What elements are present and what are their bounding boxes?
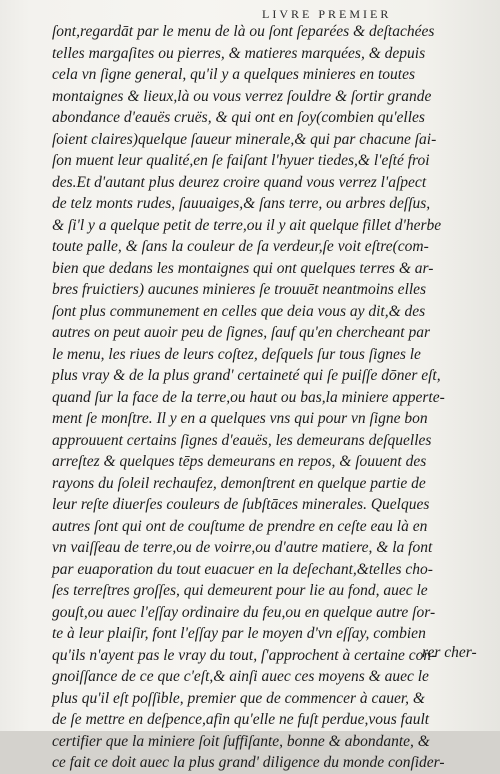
text-line: qu'ils n'ayent pas le vray du tout, ſ'approchent à certaine con- [52,646,437,664]
text-line: bien que dedans les montaignes qui ont quelques terres & ar- [52,259,434,277]
text-line: montaignes & lieux,là ou vous verrez ſouldre & ſortir grande [52,87,432,105]
running-head: LIVRE PREMIER [262,7,392,21]
text-line: rayons du ſoleil rechaufez, demonſtrent en quelque partie de [52,474,426,492]
text-line: cela vn ſigne general, qu'il y a quelques minieres en toutes [52,66,416,83]
text-line: de ſe mettre en deſpence,afin qu'elle ne fuſt perdue,vous fault [52,711,430,728]
text-line: ſon muent leur qualité,en ſe faiſant l'hyuer tiedes,& l'eſté froi [52,152,430,169]
text-line: vn vaiſſeau de terre,ou de voirre,ou d'autre matiere, & la font [52,539,433,556]
text-line: ſont plus communement en celles que deia vous ay dit,& des [52,302,426,320]
text-line: telles margaſites ou pierres, & matieres marquées, & depuis [52,44,426,62]
text-line: toute palle, & ſans la couleur de ſa verdeur,ſe voit eſtre(com- [52,238,429,255]
text-line: plus vray & de la plus grand' certaineté qui ſe puiſſe dōner eſt, [52,367,441,384]
text-line: des.Et d'autant plus deurez croire quand vous verrez l'aſpect [52,173,427,191]
text-line: & ſi'l y a quelque petit de terre,ou il y ait quelque fillet d'herbe [52,216,442,234]
text-line: ſes terreſtres groſſes, qui demeurent pour lie au fond, auec le [52,582,428,599]
text-line: abondance d'eauës cruës, & qui ont en ſoy(combien qu'elles [52,109,425,126]
text-line: bres fruictiers) aucunes minieres ſe trouuēt neantmoins elles [52,281,427,298]
text-line: ment ſe monſtre. Il y en a quelques vns qui pour vn ſigne bon [52,410,428,427]
text-line: gouſt,ou auec l'eſſay ordinaire du feu,ou en quelque autre ſor- [52,603,436,621]
text-line: autres on peut auoir peu de ſignes, ſauf qu'en chercheant par [52,324,430,341]
text-line: ſoient claires)quelque ſaueur minerale,& qui par chacune ſai- [52,130,437,148]
text-line: le menu, les riues de leurs coſtez, deſquels ſur tous ſignes le [52,345,421,363]
text-line: approuuent certains ſignes d'eauës, les demeurans deſquelles [52,431,432,449]
text-line: quand ſur la face de la terre,ou haut ou bas,la miniere apperte- [52,388,445,406]
catchword: rer cher- [422,644,477,661]
body-text [52,21,484,774]
text-line: par euaporation du tout euacuer en la deſechant,&telles cho- [52,560,433,578]
text-line: gnoiſſance de ce que c'eſt,& ainſi auec ces moyens & auec le [52,668,429,685]
text-line: te à leur plaiſir, font l'eſſay par le moyen d'vn eſſay, combien [52,625,426,642]
text-line: certifier que la miniere ſoit ſuffiſante, bonne & abondante, & [52,732,430,750]
text-line: plus qu'il eſt poſſible, premier que de commencer à cauer, & [52,689,425,707]
text-line: autres ſont qui ont de couſtume de prendre en ceſte eau là en [52,517,428,535]
text-line: ſont,regardāt par le menu de là ou ſont ſeparées & deſtachées [52,23,435,40]
text-line: arreſtez & quelques tēps demeurans en repos, & ſouuent des [52,453,427,470]
text-line: leur reſte diuerſes couleurs de ſubſtāces minerales. Quelques [52,496,430,513]
text-line: ce fait ce doit auec la plus grand' diligence du monde conſider- [52,754,445,771]
text-line: de telz monts rudes, ſauuaiges,& ſans terre, ou arbres deſſus, [52,195,431,212]
faint-folio-mark [128,652,150,663]
